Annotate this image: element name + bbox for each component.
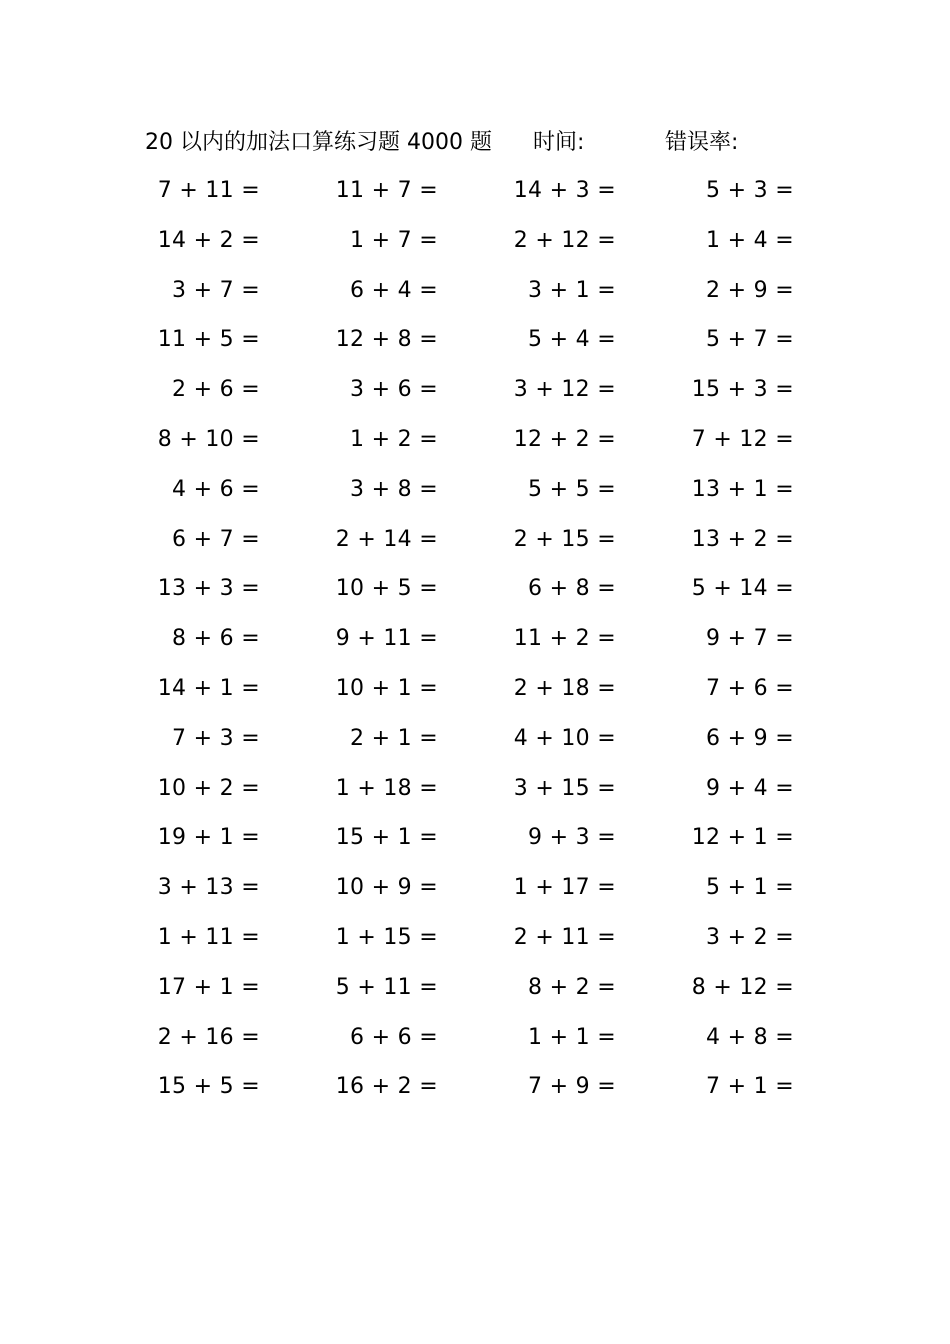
problem-item: 12 + 2 = <box>513 426 616 452</box>
problem-item: 1 + 17 = <box>513 875 616 901</box>
problem-row <box>120 664 820 714</box>
problem-item: 2 + 11 = <box>513 924 616 950</box>
problem-item: 3 + 15 = <box>513 775 616 801</box>
problem-item: 13 + 3 = <box>157 576 260 602</box>
problem-item: 14 + 3 = <box>513 178 616 203</box>
problem-item: 15 + 1 = <box>335 825 438 851</box>
problem-row <box>120 614 820 664</box>
problem-item: 7 + 9 = <box>528 1074 616 1100</box>
problem-item: 19 + 1 = <box>157 825 260 851</box>
problem-item: 10 + 5 = <box>335 576 438 602</box>
problem-item: 2 + 14 = <box>335 526 438 552</box>
problem-item: 3 + 2 = <box>706 924 794 950</box>
problem-row <box>120 415 820 465</box>
problem-item: 6 + 8 = <box>528 576 616 602</box>
problem-row <box>120 913 820 963</box>
problem-row <box>120 863 820 913</box>
problem-item: 9 + 7 = <box>706 626 794 652</box>
problem-item: 7 + 12 = <box>691 426 794 452</box>
problem-item: 6 + 6 = <box>350 1024 438 1050</box>
problem-row <box>120 166 820 216</box>
problem-item: 2 + 6 = <box>172 377 260 403</box>
problem-item: 3 + 6 = <box>350 377 438 403</box>
time-label: 时间: <box>533 130 585 155</box>
problem-item: 16 + 2 = <box>335 1074 438 1100</box>
problem-item: 6 + 4 = <box>350 277 438 303</box>
problem-item: 5 + 3 = <box>706 178 794 203</box>
problem-item: 8 + 6 = <box>172 626 260 652</box>
problem-item: 9 + 4 = <box>706 775 794 801</box>
problem-item: 9 + 3 = <box>528 825 616 851</box>
problem-item: 8 + 12 = <box>691 974 794 1000</box>
problem-item: 1 + 4 = <box>706 227 794 253</box>
problem-item: 1 + 2 = <box>350 426 438 452</box>
problem-item: 1 + 18 = <box>335 775 438 801</box>
problem-row <box>120 266 820 316</box>
problem-item: 11 + 5 = <box>157 327 260 353</box>
problem-item: 1 + 1 = <box>528 1024 616 1050</box>
problem-item: 5 + 7 = <box>706 327 794 353</box>
error-rate-label: 错误率: <box>665 130 739 155</box>
problem-item: 2 + 16 = <box>157 1024 260 1050</box>
worksheet-header <box>145 125 785 161</box>
problem-row <box>120 764 820 814</box>
problem-row <box>120 365 820 415</box>
problem-grid <box>120 166 820 1112</box>
problem-item: 11 + 7 = <box>335 178 438 203</box>
problem-item: 3 + 13 = <box>157 875 260 901</box>
problem-item: 15 + 3 = <box>691 377 794 403</box>
problem-row <box>120 714 820 764</box>
problem-item: 3 + 1 = <box>528 277 616 303</box>
problem-item: 10 + 9 = <box>335 875 438 901</box>
problem-item: 2 + 9 = <box>706 277 794 303</box>
problem-item: 14 + 2 = <box>157 227 260 253</box>
problem-row <box>120 1062 820 1112</box>
problem-row <box>120 564 820 614</box>
problem-item: 6 + 9 = <box>706 725 794 751</box>
problem-item: 13 + 2 = <box>691 526 794 552</box>
problem-item: 10 + 1 = <box>335 675 438 701</box>
problem-row <box>120 216 820 266</box>
problem-row <box>120 1013 820 1063</box>
problem-item: 2 + 15 = <box>513 526 616 552</box>
problem-item: 8 + 10 = <box>157 426 260 452</box>
problem-item: 5 + 5 = <box>528 476 616 502</box>
problem-item: 17 + 1 = <box>157 974 260 1000</box>
problem-row <box>120 963 820 1013</box>
problem-item: 7 + 3 = <box>172 725 260 751</box>
problem-row <box>120 315 820 365</box>
problem-item: 5 + 1 = <box>706 875 794 901</box>
problem-item: 11 + 2 = <box>513 626 616 652</box>
problem-row <box>120 515 820 565</box>
problem-item: 6 + 7 = <box>172 526 260 552</box>
problem-item: 2 + 1 = <box>350 725 438 751</box>
problem-item: 1 + 15 = <box>335 924 438 950</box>
problem-item: 5 + 14 = <box>691 576 794 602</box>
problem-item: 2 + 12 = <box>513 227 616 253</box>
problem-item: 13 + 1 = <box>691 476 794 502</box>
problem-row <box>120 813 820 863</box>
problem-item: 4 + 6 = <box>172 476 260 502</box>
problem-item: 10 + 2 = <box>157 775 260 801</box>
problem-item: 9 + 11 = <box>335 626 438 652</box>
problem-item: 1 + 11 = <box>157 924 260 950</box>
problem-item: 8 + 2 = <box>528 974 616 1000</box>
problem-item: 4 + 10 = <box>513 725 616 751</box>
problem-item: 14 + 1 = <box>157 675 260 701</box>
problem-item: 12 + 8 = <box>335 327 438 353</box>
worksheet-title: 20 以内的加法口算练习题 4000 题 <box>145 130 492 155</box>
problem-item: 5 + 4 = <box>528 327 616 353</box>
problem-item: 1 + 7 = <box>350 227 438 253</box>
problem-item: 3 + 7 = <box>172 277 260 303</box>
problem-row <box>120 465 820 515</box>
problem-item: 7 + 11 = <box>157 178 260 203</box>
problem-item: 3 + 8 = <box>350 476 438 502</box>
problem-item: 3 + 12 = <box>513 377 616 403</box>
problem-item: 4 + 8 = <box>706 1024 794 1050</box>
problem-item: 15 + 5 = <box>157 1074 260 1100</box>
problem-item: 7 + 6 = <box>706 675 794 701</box>
problem-item: 5 + 11 = <box>335 974 438 1000</box>
problem-item: 7 + 1 = <box>706 1074 794 1100</box>
problem-item: 2 + 18 = <box>513 675 616 701</box>
problem-item: 12 + 1 = <box>691 825 794 851</box>
